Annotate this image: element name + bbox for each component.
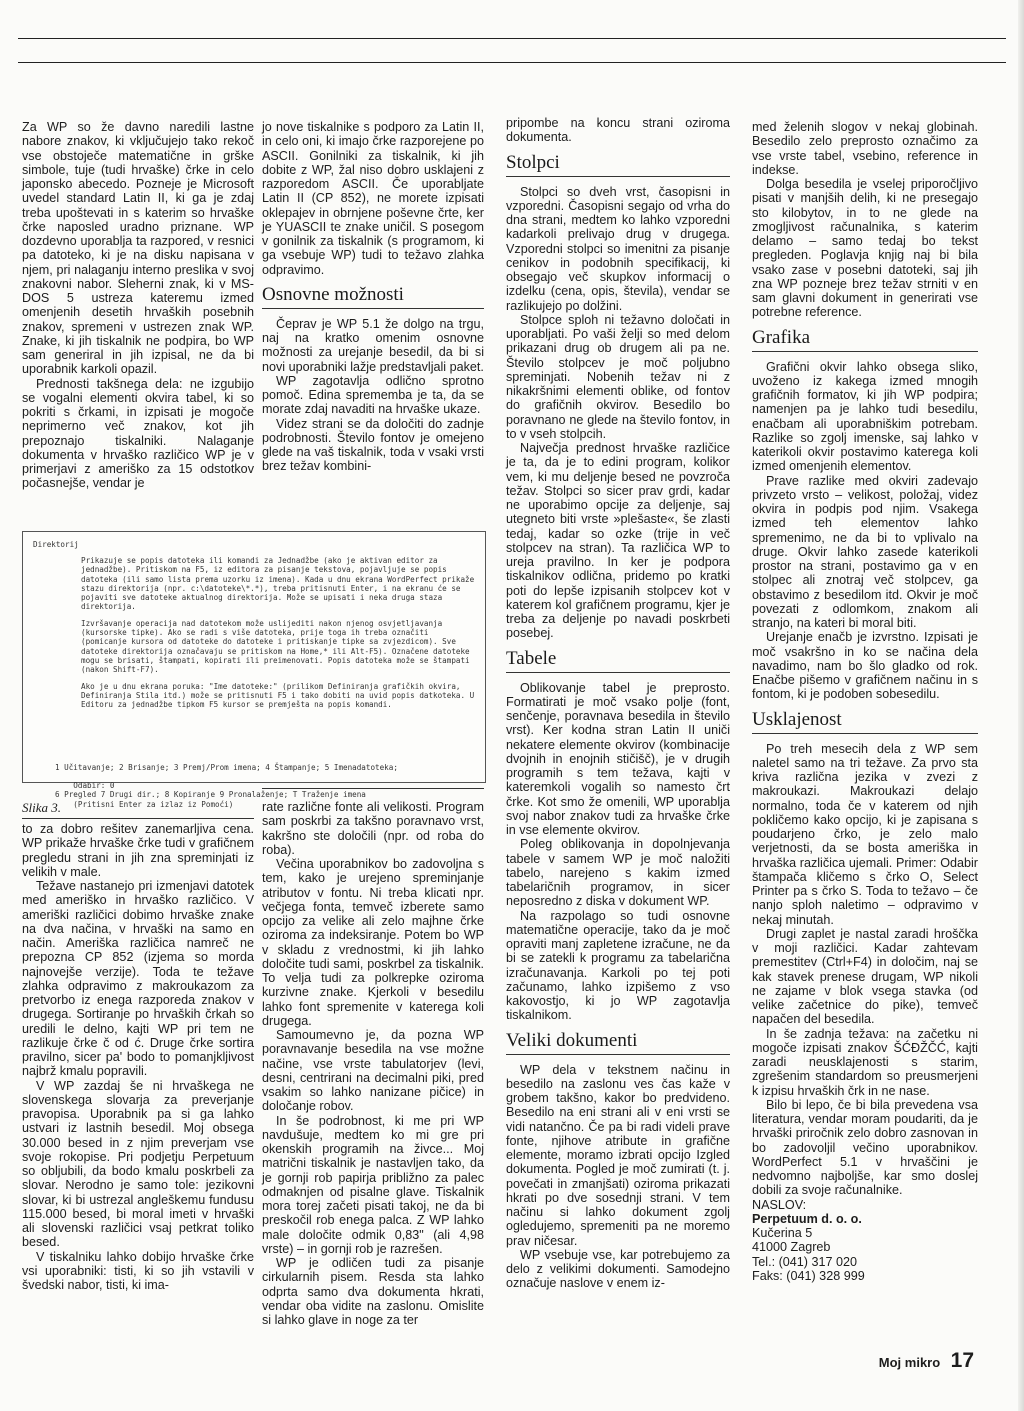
column-1-bottom — [22, 822, 254, 1292]
address-fax: Faks: (041) 328 999 — [752, 1268, 865, 1283]
paragraph: In še podrobnost, ki me pri WP navdušuje, medtem ko mi gre pri okenskih programih na živce... Moj matrični tiskalnik je nastavljen tako, da je gornji rob papirja približno za palec odmaknjen od pisalne glave. Tiskalnik mora torej začeti pisati takoj, ne da bi preskočil rob enega palca. Z WP lahko male določite odmik 0,83" (ali 4,98 vrste) – in gornji rob je razrešen. — [262, 1113, 484, 1256]
page-edge-shadow — [1018, 0, 1024, 1411]
figure-prompt — [55, 772, 233, 818]
paragraph: rate različne fonte ali velikosti. Program sam poskrbi za takšno poravnavo vrst, kakršno ste določili (npr. od roba do roba). — [262, 800, 484, 857]
paragraph: WP vsebuje vse, kar potrebujemo za delo z velikimi dokumenti. Samodejno označuje naslove v enem iz- — [506, 1247, 730, 1291]
paragraph: Prave razlike med okviri zadevajo privzeto vrsto – velikost, položaj, videz okvira in podpis pod njim. Vsakega izmed teh elementov lahko spremenimo, ne da bi to vplivalo na druge. Okvir lahko zasede katerikoli prostor na strani, postavimo ga v en stolpec ali znotraj več stolpcev, ga obstavimo z besedilom itd. Okvir je moč povezati z odlomkom, znakom ali stranjo, na kateri bi moral biti. — [752, 473, 978, 630]
heading-usklajenost: Usklajenost — [752, 709, 978, 734]
header-rule-top — [18, 38, 1006, 39]
paragraph: Oblikovanje tabel je preprosto. Formatirati je moč vsako polje (font, senčenje, poravnava besedila in število vrst). Ker kodna stran Latin II uniči nekatere elemente okvirov (kombinacije dvojnih in enojnih stičišč), je v drugih programih s tem težava, kajti v kateremkoli vogalih so namesto črt črke. Kot smo že omenili, WP uporablja svoj nabor znakov tudi za hrvaške črke in vse elemente okvirov. — [506, 680, 730, 837]
paragraph: Za WP so že davno naredili lastne nabore znakov, ki vključujejo tako rekoč vse obstoječe matematične in grške simbole, tuje (tudi hrvaške) črke in celo japonsko abecedo. Pozneje je Microsoft uvedel standard Latin II, ki ga je zdaj treba upoštevati in s katerim so hrvaške črke naposled uradno priznane. WP dozdevno uporablja ta razpored, v resnici pa datoteko, ki je na disku napisana v njem, pri nalaganju interno preslika v svoj znakovni nabor. Sleherni znak, ki v MS-DOS 5 ustreza kateremu izmed omenjenih desetih hrvaških posebnih znakov, spremeni v ustrezen znak WP. Znake, ki jih tiskalnik ne podpira, bo WP sam generiral in jih izpisal, ne da bi uporabnik karkoli opazil. — [22, 120, 254, 377]
column-3 — [506, 116, 730, 1291]
figure-caption: Slika 3. — [22, 800, 61, 815]
paragraph: Težave nastanejo pri izmenjavi datotek med ameriško in hrvaško različico. V ameriški različici dobimo hrvaške znake na dva načina, v hrvaški na samo en način. Ameriška različica namreč ne prepozna CP 852 (izjema so morda najnovejše verzije). Toda te težave zlahka odpravimo z makroukazom za pretvorbo iz enega razporeda znakov v drugega. Sortiranje po hrvaških črkah so uredili le delno, kajti WP pri tem ne razlikuje črke č od ć. Druge črke sortira pravilno, sicer pa' bodo to pomanjkljivost najbrž kmalu popravili. — [22, 879, 254, 1079]
address-company: Perpetuum d. o. o. — [752, 1211, 862, 1226]
paragraph: WP je odličen tudi za pisanje cirkularnih pisem. Resda sta lahko odprta samo dva dokumenta hkrati, vendar oba vidite na zaslonu. Omislite si lahko glave in noge za ter — [262, 1256, 484, 1327]
caption-rule — [22, 818, 254, 819]
paragraph: Po treh mesecih dela z WP sem naletel samo na tri težave. Za prvo sta kriva različna jezika v zvezi z makroukazi. Makroukazi delajo normalno, toda če v katerem od njih pokličemo kako opcijo, ki je zapisana s poudarjeno črko, je zelo malo verjetnosti, da se bosta ameriška in hrvaška različica ujemali. Primer: Odabir štampača kličemo s črko O, Select Printer pa s črko S. Toda to težavo – če nanjo sploh naletimo – odpravimo v nekaj minutah. — [752, 741, 978, 927]
figure-paragraph: Prikazuje se popis datoteka ili komandi za Jednadžbe (ako je aktivan editor za jednadžbe). Pritiskom na F5, iz editora za pisanje tekstova, pojavljuje se popis datoteka (ili samo lista prema uzorku iz imena). Kada u dnu ekrana WordPerfect prikaže stazu direktorija (npr. c:\datoteke\*.*), treba pritisnuti Enter, i na ekranu će se pojaviti sve datoteke aktualnog direktorija. Može se upisati i neka druga staza direktorija. — [81, 556, 479, 612]
paragraph: V WP zazdaj še ni hrvaškega ne slovenskega slovarja za preverjanje pravopisa. Uporabnik pa si ga lahko ustvari iz lastnih besedil. Moj obsega 30.000 besed in z njim preverjam vse svoje rokopise. Pri podjetju Perpetuum so obljubili, da bodo kmalu poskrbeli za slovar. Nerodno je samo tole: jezikovni slovar, ki bi ustrezal angleškemu fundusu 115.000 besed, bi moral imeti v hrvaški ali slovenski različici vsaj petkrat toliko besed. — [22, 1078, 254, 1250]
paragraph: WP zagotavlja odlično sprotno pomoč. Edina sprememba je ta, da se morate zdaj navaditi na hrvaške ukaze. — [262, 373, 484, 417]
heading-veliki-dokumenti: Veliki dokumenti — [506, 1030, 730, 1055]
paragraph: In še zadnja težava: na začetku ni mogoče izpisati znakov ŠĆĐŽČĆ, kajti zaradi neusklajenosti s starim, zgrešenim standardom so preusmerjeni k izpisu hrvaških črk in ne nase. — [752, 1026, 978, 1098]
paragraph: Bilo bi lepo, če bi bila prevedena vsa literatura, vendar moram poudariti, da je hrvaški priročnik zelo dobro zasnovan in bo zadovoljil večino uporabnikov. WordPerfect 5.1 v hrvaščini je nedvomno najboljše, kar smo doslej dobili za svoje računalnike. — [752, 1097, 978, 1198]
paragraph: Stolpce sploh ni težavno določati in uporabljati. Po vaši želji so med delom prikazani drug ob drugem ali pa ne. Število stolpcev je moč poljubno spreminjati. Nobenih težav ni z nikakršnimi elementi oblike, od fontov do grafičnih okvirov. Besedilo bo poravnano ne glede na število fontov, in to v vseh stolpcih. — [506, 312, 730, 441]
paragraph: to za dobro rešitev zanemarljiva cena. WP prikaže hrvaške črke tudi v grafičnem pregledu strani in jih zna spreminjati iz velikih v male. — [22, 822, 254, 879]
paragraph: med želenih slogov v nekaj globinah. Besedilo zelo preprosto označimo za vse vrste tabel, vsebino, reference in indekse. — [752, 120, 978, 177]
column-2-bottom — [262, 800, 484, 1327]
paragraph: Videz strani se da določiti do zadnje podrobnosti. Število fontov je omejeno glede na vaš tiskalnik, toda v vsaki vrsti brez težav kombini- — [262, 416, 484, 474]
paragraph: Prednosti takšnega dela: ne izgubijo se vogalni elementi okvira tabel, ki so pokriti s črkami, in izpisati je mogoče neprimerno več znakov, kot jih prepoznajo tiskalniki. Nalaganje dokumenta v hrvaško različico WP je v primerjavi z ameriško za 15 odstotkov počasnejše, vendar je — [22, 376, 254, 491]
paragraph: Drugi zaplet je nastal zaradi hroščka v moji različici. Kadar zahtevam premestitev (Ctrl+F4) in določim, naj se kak stavek prenese drugam, WP nikoli ne zajame v blok vsega stavka (od velike začetnice do pike), temveč napačen del besedila. — [752, 926, 978, 1027]
paragraph: Samoumevno je, da pozna WP poravnavanje besedila na vse možne načine, vse vrste tabulatorjev (levi, desni, centrirani na decimalni piki, pred vsakim so lahko nanizane pičice) in določanje robov. — [262, 1028, 484, 1114]
address-street: Kučerina 5 — [752, 1226, 813, 1240]
column-1-top — [22, 120, 254, 491]
address-tel: Tel.: (041) 317 020 — [752, 1254, 858, 1269]
page-number: 17 — [950, 1349, 974, 1372]
paragraph: Grafični okvir lahko obsega sliko, uvoženo iz kakega izmed mnogih grafičnih formatov, ki jih WP podpira; namenjen pa je lahko tudi besedilu, enačbam ali uporabniškim potrebam. Razlike so zgolj imenske, saj lahko v katerikoli okvir postavimo katerega koli izmed omenjenih elementov. — [752, 359, 978, 474]
paragraph: Stolpci so dveh vrst, časopisni in vzporedni. Časopisni segajo od vrha do dna strani, medtem ko lahko vzporedni kadarkoli prelivajo drug v drugega. Vzporedni stolpci so imenitni za pisanje cenikov in podobnih specifikacij, ki obsegajo več skupkov informacij o izdelku (cena, opis, števila), vendar se razlikujejo po dolžini. — [506, 184, 730, 313]
figure-title: Direktorij — [33, 540, 79, 549]
page-footer — [879, 1349, 974, 1373]
magazine-name: Moj mikro — [878, 1355, 941, 1370]
heading-osnovne-moznosti: Osnovne možnosti — [262, 284, 484, 309]
paragraph: V tiskalniku lahko dobijo hrvaške črke vsi uporabniki: tisti, ki so jih vstavili v švedski nabor, tisti, ki ima- — [22, 1249, 254, 1292]
paragraph: Dolga besedila je vselej priporočljivo pisati v manjših delih, ki ne presegajo sto kilobytov, in to ne glede na zmogljivost računalnika, s katerim delamo – samo tedaj bo tekst pregleden. Poglavja knjig naj bi bila vsako zase v posebni datoteki, saj jih zna WP pozneje brez težav strniti v en sam glavni dokument in generirati vse potrebne reference. — [752, 177, 978, 320]
figure-odabir: Odabir: 0 — [73, 781, 115, 791]
paragraph: Največja prednost hrvaške različice je ta, da je to edini program, kolikor vem, ki mu deljenje besed ne povzroča težav. Stolpci so sicer prav grdi, kadar ne uporabimo opcije za deljenje, saj utegneto biti vrste »plešaste«, še zlasti tedaj, kadar so ozke (trije in več stolpcev na stran). Ta različica WP to ureja pravilno. In ker je podpora tiskalnikov odlična, pridemo po kratki poti do lepše izpisanih stolpcev kot v katerem kol grafičnem programu, kjer je treba za deljenje po navadi poskrbeti posebej. — [506, 441, 730, 641]
paragraph: jo nove tiskalnike s podporo za Latin II, in celo oni, ki imajo črke razporejene po ASCII. Gonilniki za tiskalnik, ki jih dobite z WP, žal niso dobro usklajeni z razporedom ASCII. Če uporabljate Latin II (CP 852), ne morete izpisati oklepajev in obrnjene poševne črte, ker je YUASCII te znake uničil. S posegom v gonilnik za tiskalnik (s programom, ki ga vsebuje WP) tudi to težavo zlahka odpravimo. — [262, 120, 484, 277]
paragraph: WP dela v tekstnem načinu in besedilo na zaslonu ves čas kaže v grobem takšno, kakor bo predvideno. Besedilo na eni strani ali v eni vrsti se vidi natančno. Če pa bi radi videli prave fonte, njihove atribute in grafične elemente, moramo izbrati opcijo Izgled dokumenta. Pogled je moč zumirati (t. j. povečati in zmanjšati) oziroma prikazati hkrati po dve sosednji strani. V tem načinu si lahko dokument zgolj ogledujemo, spremeniti pa ne moremo prav ničesar. — [506, 1062, 730, 1248]
figure-menu-line: 6 Pregled 7 Drugi dir.; 8 Kopiranje 9 Pronalaženje; T Traženje imena — [55, 790, 366, 800]
heading-grafika: Grafika — [752, 327, 978, 352]
address-block — [752, 1198, 978, 1284]
address-label: NASLOV: — [752, 1197, 807, 1212]
column-2-divider — [262, 788, 484, 789]
figure-body — [81, 556, 477, 716]
paragraph: Na razpolago so tudi osnovne matematične operacije, tako da je moč opraviti manj zapletene izračune, ne da bi se zatekli k programu za tabelarična izračunavanja. Karkoli po tej poti začunamo, lahko izpišemo z vso kakovostjo, ki jo WP zagotavlja tiskalnikom. — [506, 908, 730, 1023]
paragraph: Večina uporabnikov bo zadovoljna s tem, kako je urejeno spreminjanje atributov v fontu. Ni treba klicati npr. večjega fonta, temveč izberete samo opcijo za velike ali zelo majhne črke oziroma za indeksiranje. Potem bo WP v skladu z vrednostmi, ki jih lahko določite tudi sami, poskrbel za tiskalnik. To velja tudi za polkrepke oziroma kurzivne znake. Kjerkoli v besedilu lahko font spremenite v katerega koli drugega. — [262, 857, 484, 1028]
paragraph: Čeprav je WP 5.1 že dolgo na trgu, naj na kratko omenim osnovne možnosti za urejanje besedil, da bi si novi uporabniki lažje predstavljali paket. — [262, 316, 484, 374]
heading-stolpci: Stolpci — [506, 152, 730, 177]
paragraph: Poleg oblikovanja in dopolnjevanja tabele v samem WP je moč naložiti tabelo, narejeno s kakim izmed tabelaričnih programov, in sicer neposredno z diska v dokument WP. — [506, 837, 730, 909]
heading-tabele: Tabele — [506, 648, 730, 673]
paragraph: pripombe na koncu strani oziroma dokumenta. — [506, 116, 730, 145]
figure-paragraph: Ako je u dnu ekrana poruka: "Ime datoteke:" (prilikom Definiranja grafičkih okvira, Definiranja Stila itd.) može se pritisnuti F5 i tako dobiti na uvid popis datkoteka. U Editoru za jednadžbe tipkom F5 kursor se premješta na popis komandi. — [81, 681, 479, 710]
column-4 — [752, 120, 978, 1283]
column-2-top — [262, 120, 484, 474]
figure-hint: (Pritisni Enter za izlaz iz Pomoći) — [73, 799, 234, 809]
header-rule-bottom — [18, 62, 1006, 63]
address-city: 41000 Zagreb — [752, 1240, 831, 1255]
figure-menu-line: 1 Učitavanje; 2 Brisanje; 3 Premj/Prom imena; 4 Štampanje; 5 Imenadatoteka; — [55, 762, 398, 772]
paragraph: Urejanje enačb je izvrstno. Izpisati je moč vsakršno in ko se načina dela navadimo, nam bo šlo gladko od rok. Enačbe pišemo v grafičnem načinu in s fontom, ki je podoben sobesedilu. — [752, 630, 978, 702]
figure-paragraph: Izvršavanje operacija nad datotekom može uslijediti nakon njenog osvjetljavanja (kursorske tipke). Ako se radi s više datoteka, prije toga ih treba označiti (pomicanje kursora od datoteke do datoteke i pritiskanje tipke sa zvjezdicom). Sve datoteke direktorija označavaju se pritiskom na Home,* ili Alt-F5). Označene datoteke mogu se brisati, štampati, kopirati ili preimenovati. Popis datoteka može se štampati (nakon Shift-F7). — [81, 618, 475, 675]
